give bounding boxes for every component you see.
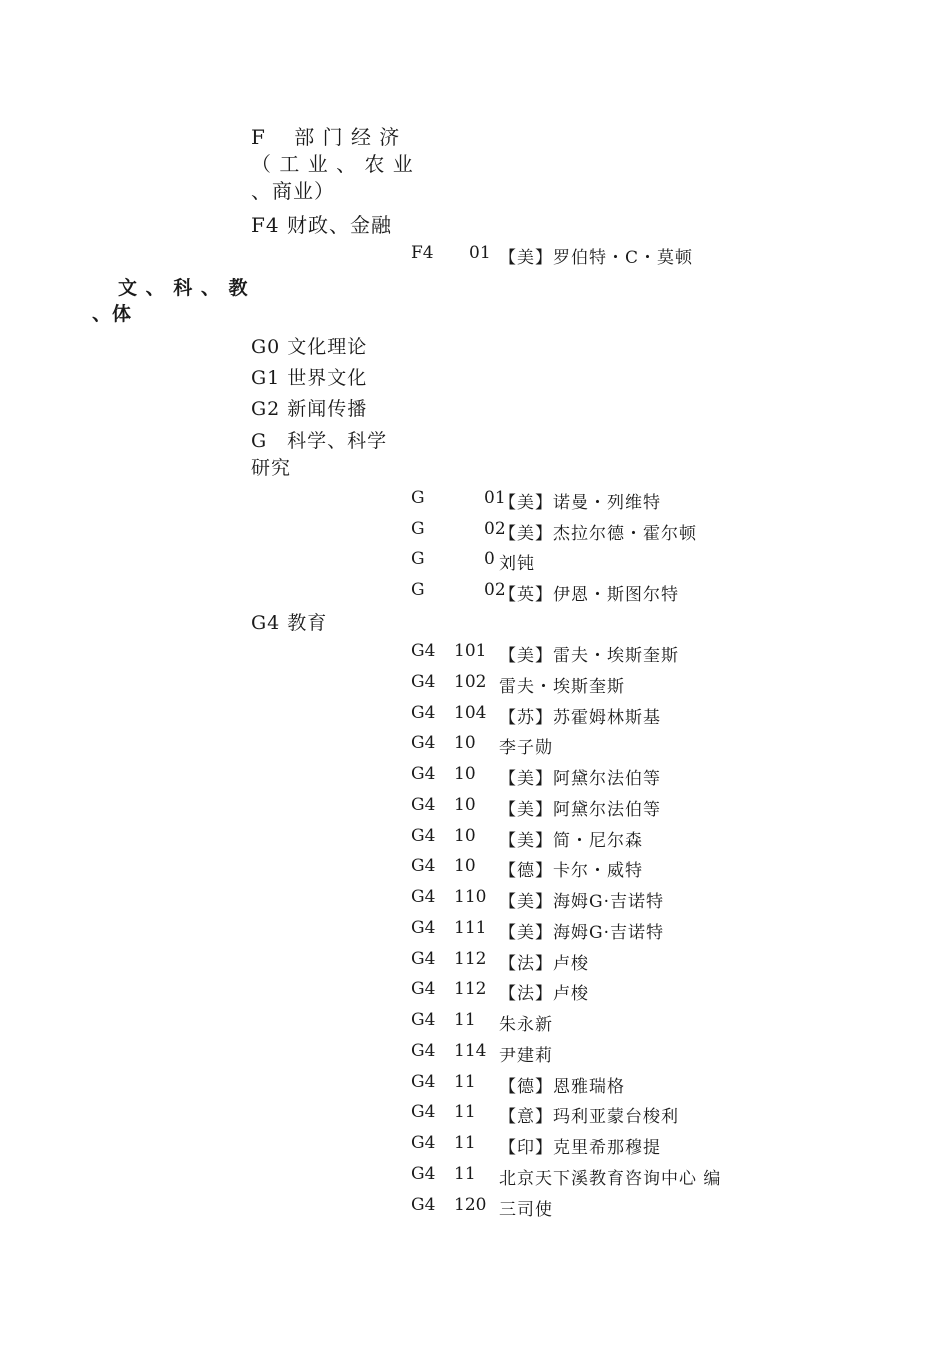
entry-row xyxy=(411,856,791,882)
entry-row xyxy=(411,580,791,606)
entry-name: 【美】海姆G·吉诺特 xyxy=(499,922,664,943)
entry-number: 01 xyxy=(469,243,491,263)
entry-name: 【印】克里希那穆提 xyxy=(499,1138,661,1158)
category-f4-heading: F4 财政、金融 xyxy=(251,213,392,237)
entry-row xyxy=(411,917,791,943)
entry-name: 【法】卢梭 xyxy=(499,984,589,1005)
entry-code: F4 xyxy=(411,243,434,263)
entry-number: 01 xyxy=(484,488,506,508)
entry-code: G4 xyxy=(411,887,436,907)
entry-code: G4 xyxy=(411,1133,436,1153)
entry-code: G4 xyxy=(411,733,436,754)
entry-code: G4 xyxy=(411,702,436,723)
entry-code: G4 xyxy=(411,671,436,692)
category-g0-heading: G0 文化理论 xyxy=(251,336,368,358)
entry-code: G xyxy=(411,549,425,570)
entry-number: 11 xyxy=(454,1071,476,1092)
entry-name: 【美】罗伯特・C・莫顿 xyxy=(499,248,694,268)
entry-number: 120 xyxy=(454,1194,487,1215)
section-g-heading: 文 、 科 、 教 xyxy=(118,277,249,299)
entry-number: 101 xyxy=(454,641,487,661)
entry-name: 雷夫・埃斯奎斯 xyxy=(499,676,625,697)
entry-number: 11 xyxy=(454,1010,476,1030)
entry-name: 尹建莉 xyxy=(499,1045,553,1066)
entry-row xyxy=(411,702,791,728)
entry-number: 10 xyxy=(454,764,476,784)
entry-row xyxy=(411,641,791,666)
entry-number: 10 xyxy=(454,733,476,754)
entry-number: 0 xyxy=(484,549,495,570)
category-f-heading: F 部 门 经 济 xyxy=(251,125,401,149)
entry-name: 【美】海姆G·吉诺特 xyxy=(499,892,664,912)
entry-name: 【英】伊恩・斯图尔特 xyxy=(499,585,679,606)
entry-code: G4 xyxy=(411,764,436,784)
entry-number: 110 xyxy=(454,887,487,907)
entry-row xyxy=(411,1194,791,1220)
entry-row xyxy=(411,1102,791,1128)
entry-code: G xyxy=(411,518,425,539)
category-g3-heading-cont: 研究 xyxy=(251,457,292,479)
category-g2-heading: G2 新闻传播 xyxy=(251,398,368,420)
entry-number: 104 xyxy=(454,702,487,723)
entry-code: G4 xyxy=(411,1040,436,1061)
section-g-heading-cont: 、体 xyxy=(92,303,133,325)
entry-name: 朱永新 xyxy=(499,1015,553,1035)
entry-number: 11 xyxy=(454,1133,476,1153)
entry-name: 【意】玛利亚蒙台梭利 xyxy=(499,1107,679,1128)
entry-name: 【美】阿黛尔法伯等 xyxy=(499,769,661,789)
entry-number: 10 xyxy=(454,825,476,846)
entry-code: G4 xyxy=(411,856,436,877)
entry-row xyxy=(411,671,791,697)
entry-row xyxy=(411,1071,791,1097)
entry-row xyxy=(411,549,791,575)
entry-name: 【美】诺曼・列维特 xyxy=(499,493,661,513)
entry-code: G4 xyxy=(411,1163,436,1184)
entry-number: 10 xyxy=(454,856,476,877)
entry-code: G4 xyxy=(411,1071,436,1092)
entry-code: G4 xyxy=(411,948,436,969)
category-g3-heading: G 科学、科学 xyxy=(251,430,388,452)
entry-row xyxy=(411,825,791,851)
entry-code: G4 xyxy=(411,917,436,938)
entry-number: 11 xyxy=(454,1102,476,1123)
entry-code: G4 xyxy=(411,1010,436,1030)
entry-number: 114 xyxy=(454,1040,487,1061)
entry-number: 11 xyxy=(454,1163,476,1184)
entry-number: 02 xyxy=(484,518,506,539)
entry-number: 02 xyxy=(484,580,506,601)
entry-number: 10 xyxy=(454,794,476,815)
entry-code: G4 xyxy=(411,825,436,846)
entry-row xyxy=(411,1010,791,1035)
entry-name: 刘钝 xyxy=(499,554,535,575)
entry-code: G4 xyxy=(411,979,436,1000)
entry-code: G4 xyxy=(411,641,436,661)
entry-number: 111 xyxy=(454,917,487,938)
entry-name: 【法】卢梭 xyxy=(499,953,589,974)
entry-name: 【苏】苏霍姆林斯基 xyxy=(499,707,661,728)
entry-row xyxy=(411,1040,791,1066)
entry-name: 【德】卡尔・威特 xyxy=(499,861,643,882)
entry-name: 北京天下溪教育咨询中心 编 xyxy=(499,1168,722,1189)
entry-number: 112 xyxy=(454,979,487,1000)
category-f-heading-cont: （ 工 业 、 农 业 xyxy=(251,152,414,176)
category-g1-heading: G1 世界文化 xyxy=(251,367,368,389)
entry-code: G xyxy=(411,580,425,601)
entry-name: 李子勋 xyxy=(499,738,553,759)
entry-name: 【美】雷夫・埃斯奎斯 xyxy=(499,646,679,666)
entry-code: G4 xyxy=(411,1194,436,1215)
entry-row xyxy=(411,518,791,544)
entry-code: G4 xyxy=(411,794,436,815)
entry-number: 112 xyxy=(454,948,487,969)
entry-name: 三司使 xyxy=(499,1199,553,1220)
entry-row xyxy=(411,1163,791,1189)
entry-row xyxy=(411,794,791,820)
entry-row xyxy=(411,979,791,1005)
entry-row xyxy=(411,764,791,789)
entry-number: 102 xyxy=(454,671,487,692)
entry-name: 【美】阿黛尔法伯等 xyxy=(499,799,661,820)
entry-code: G4 xyxy=(411,1102,436,1123)
entry-row-f4 xyxy=(411,243,791,268)
entry-row xyxy=(411,733,791,759)
entry-row xyxy=(411,488,791,513)
category-f-heading-cont: 、商业） xyxy=(251,179,335,203)
entry-code: G xyxy=(411,488,425,508)
entry-row xyxy=(411,1133,791,1158)
entry-name: 【德】恩雅瑞格 xyxy=(499,1076,625,1097)
entry-row xyxy=(411,948,791,974)
entry-name: 【美】杰拉尔德・霍尔顿 xyxy=(499,523,697,544)
category-g4-heading: G4 教育 xyxy=(251,612,328,634)
entry-row xyxy=(411,887,791,912)
entry-name: 【美】简・尼尔森 xyxy=(499,830,643,851)
